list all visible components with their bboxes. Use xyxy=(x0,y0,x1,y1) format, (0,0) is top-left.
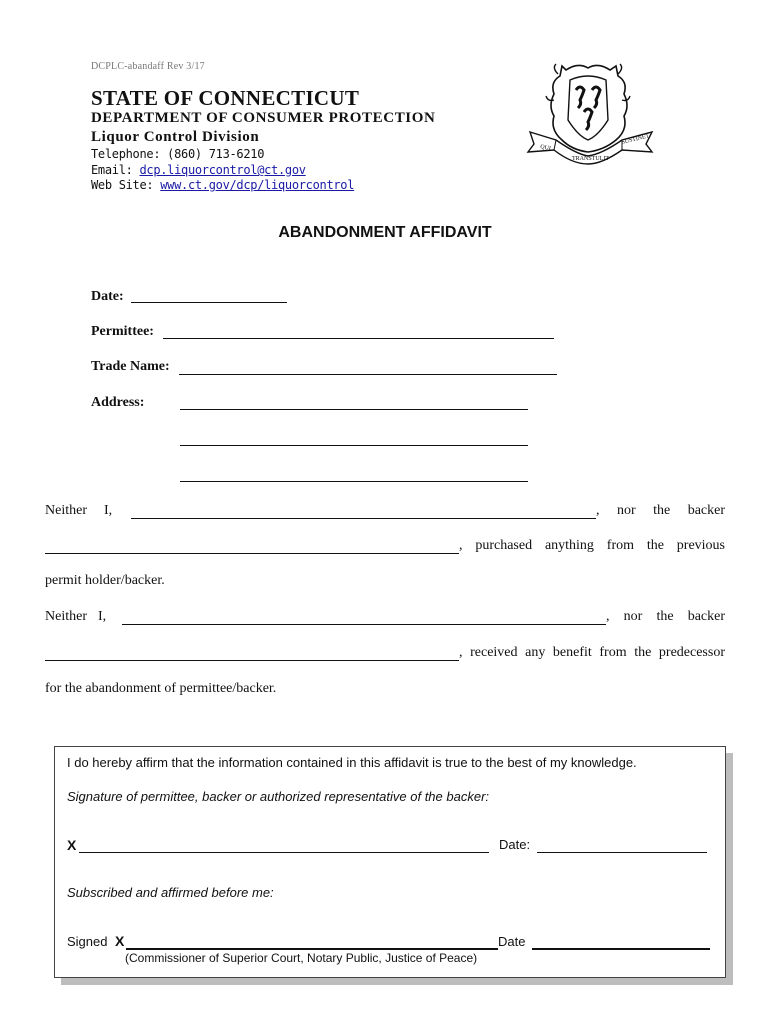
statement1-end: permit holder/backer. xyxy=(45,573,165,588)
email-link[interactable]: dcp.liquorcontrol@ct.gov xyxy=(139,163,306,177)
statement2-nor-backer: , nor the backer xyxy=(606,609,725,624)
connecticut-seal-icon xyxy=(526,60,656,165)
address-line-1[interactable] xyxy=(180,409,528,410)
statement2-name-field[interactable] xyxy=(122,624,606,625)
state-name: STATE OF CONNECTICUT xyxy=(91,86,360,110)
statement2-i: I, xyxy=(98,609,107,624)
signature-date-label: Date: xyxy=(499,837,531,852)
date-label: Date: xyxy=(91,289,124,304)
official-title-note: (Commissioner of Superior Court, Notary Public, Justice of Peace) xyxy=(125,951,478,965)
date-field[interactable] xyxy=(131,302,287,303)
statement1-neither: Neither xyxy=(45,503,87,518)
email-label: Email: xyxy=(91,163,140,177)
permittee-field[interactable] xyxy=(163,338,554,339)
signature-x-mark: X xyxy=(67,837,77,853)
statement2-neither: Neither xyxy=(45,609,87,624)
website-label: Web Site: xyxy=(91,178,161,192)
address-line-3[interactable] xyxy=(180,481,528,482)
website-line xyxy=(91,178,354,192)
address-line-2[interactable] xyxy=(180,445,528,446)
email-line xyxy=(91,163,306,177)
trade-name-field[interactable] xyxy=(179,374,557,375)
telephone: Telephone: (860) 713-6210 xyxy=(91,147,265,161)
statement1-purchased: , purchased anything from the previous xyxy=(459,538,725,553)
permittee-label: Permittee: xyxy=(91,324,154,339)
svg-text:SUSTINET: SUSTINET xyxy=(621,133,650,146)
svg-text:TRANSTULIT: TRANSTULIT xyxy=(572,156,609,162)
signed-label: Signed xyxy=(67,934,108,949)
address-label: Address: xyxy=(91,395,145,410)
svg-text:QUI: QUI xyxy=(539,144,552,153)
statement2-end: for the abandonment of permittee/backer. xyxy=(45,681,277,696)
department-name: DEPARTMENT OF CONSUMER PROTECTION xyxy=(91,110,436,126)
statement1-backer-field[interactable] xyxy=(45,553,459,554)
subscribed-label: Subscribed and affirmed before me: xyxy=(67,885,274,900)
signed-x-mark: X xyxy=(115,933,125,949)
affirmation-box xyxy=(54,746,726,978)
document-title: ABANDONMENT AFFIDAVIT xyxy=(278,224,492,241)
official-date-field[interactable] xyxy=(532,948,710,950)
signature-date-field[interactable] xyxy=(537,852,707,853)
form-code: DCPLC-abandaff Rev 3/17 xyxy=(91,61,205,72)
statement2-backer-field[interactable] xyxy=(45,660,459,661)
division-name: Liquor Control Division xyxy=(91,129,260,145)
statement2-received: , received any benefit from the predecessor xyxy=(459,645,725,660)
statement1-name-field[interactable] xyxy=(131,518,596,519)
statement1-i: I, xyxy=(104,503,113,518)
trade-name-label: Trade Name: xyxy=(91,359,170,374)
official-date-label: Date xyxy=(498,934,526,949)
signature-instruction: Signature of permittee, backer or authorized representative of the backer: xyxy=(67,789,490,804)
website-link[interactable]: www.ct.gov/dcp/liquorcontrol xyxy=(160,178,355,192)
statement1-nor-backer: , nor the backer xyxy=(596,503,725,518)
signature-field[interactable] xyxy=(79,852,489,853)
affirmation-statement: I do hereby affirm that the information contained in this affidavit is true to the best of my knowledge. xyxy=(67,755,637,770)
official-signature-field[interactable] xyxy=(126,948,498,950)
